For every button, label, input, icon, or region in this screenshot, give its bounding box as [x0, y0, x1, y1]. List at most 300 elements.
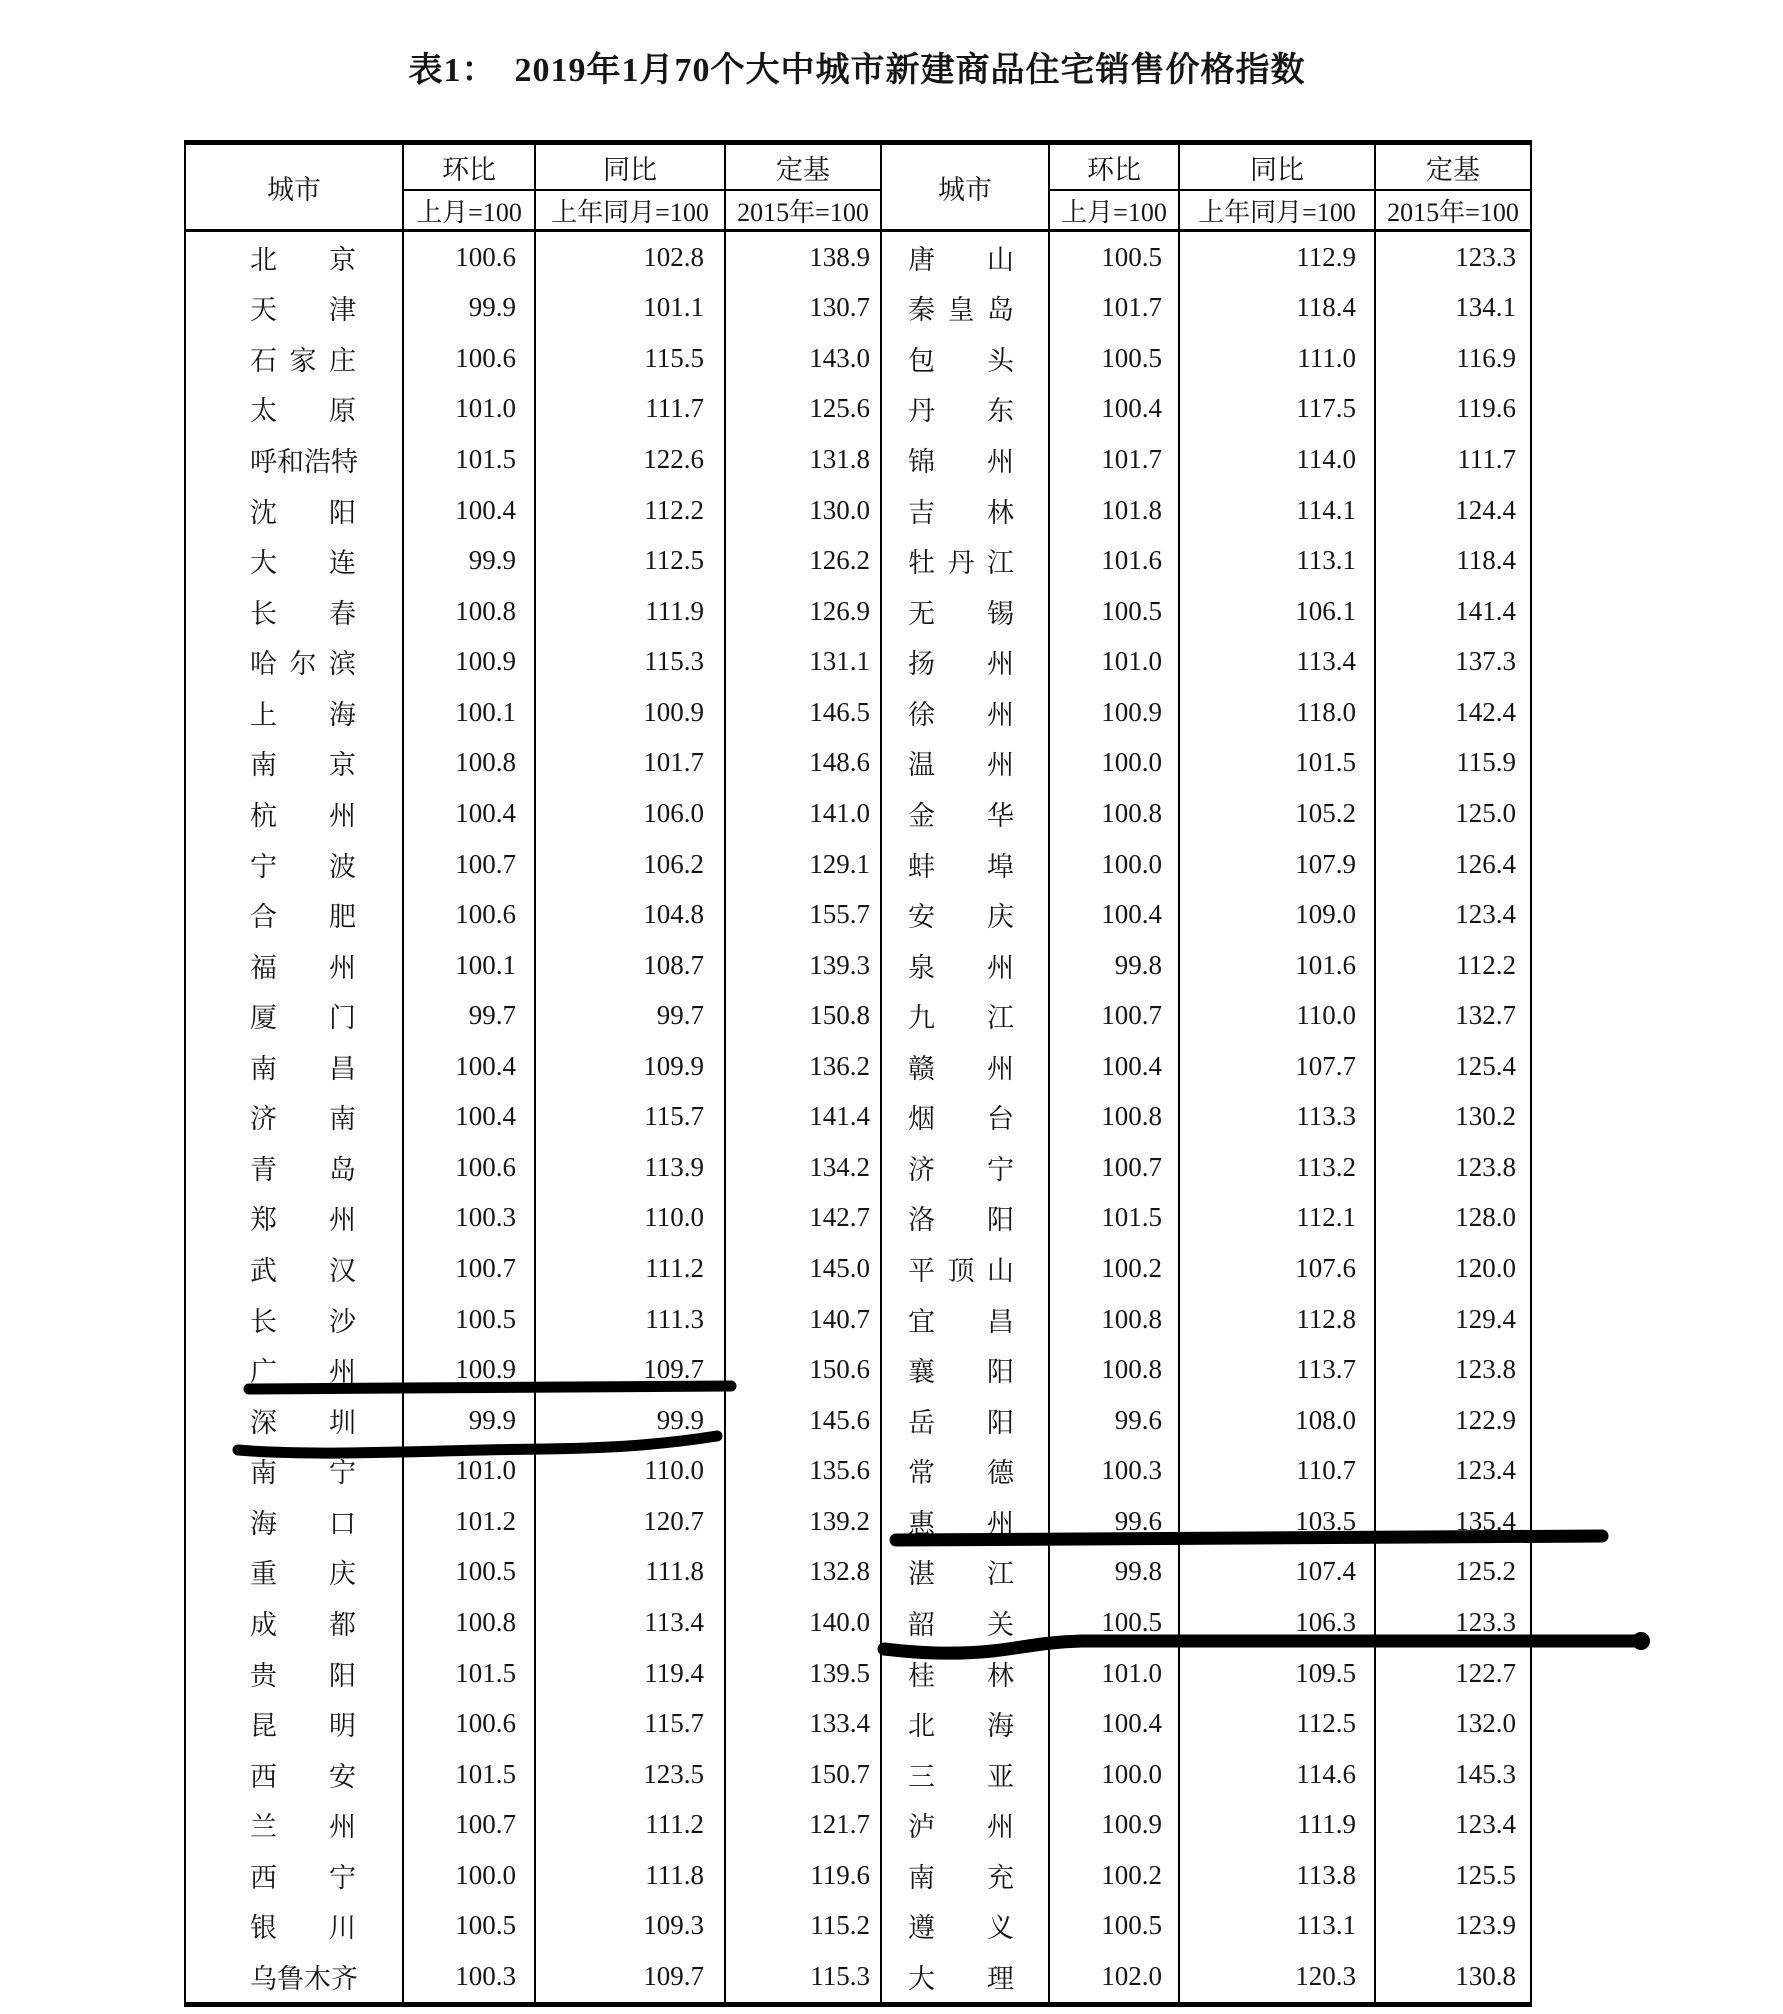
table-row: [185, 839, 1531, 890]
table-row: [185, 1092, 1531, 1143]
yoy-cell-right: 113.7: [1179, 1344, 1375, 1395]
city-name: [250, 1097, 356, 1136]
city-name: [250, 1350, 356, 1389]
fixed-cell-right: 125.4: [1375, 1041, 1531, 1092]
header-mom-base-right: 上月=100: [1049, 190, 1179, 231]
city-cell-left: [185, 1446, 403, 1497]
table-body: [185, 231, 1531, 2005]
city-name-char: 惠: [908, 1508, 935, 1539]
table-row: [185, 1901, 1531, 1952]
city-name-char: 庆: [987, 902, 1014, 933]
fixed-cell-left: 121.7: [725, 1799, 881, 1850]
mom-cell-right: 100.5: [1049, 586, 1179, 637]
header-fixed-right: 定基: [1375, 143, 1531, 191]
mom-cell-right: 100.5: [1049, 231, 1179, 283]
city-name: [250, 743, 356, 782]
city-name: [250, 1249, 356, 1288]
city-name-char: 厦: [250, 1003, 277, 1034]
fixed-cell-left: 150.6: [725, 1344, 881, 1395]
city-name-char: 都: [329, 1609, 356, 1640]
city-name-char: 宁: [250, 851, 277, 882]
city-name: [250, 1401, 356, 1440]
city-name-char: 关: [987, 1609, 1014, 1640]
fixed-cell-left: 133.4: [725, 1698, 881, 1749]
city-name: [908, 1856, 1014, 1895]
city-name: [250, 1856, 356, 1895]
city-name-char: 和: [277, 447, 304, 478]
city-name-char: 吉: [908, 497, 935, 528]
city-name-char: 锡: [987, 598, 1014, 629]
mom-cell-left: 100.4: [403, 1092, 535, 1143]
fixed-cell-left: 126.9: [725, 586, 881, 637]
mom-cell-left: 100.9: [403, 637, 535, 688]
city-name: [908, 743, 1014, 782]
header-fixed-left: 定基: [725, 143, 881, 191]
city-name: [250, 1906, 356, 1945]
yoy-cell-right: 106.1: [1179, 586, 1375, 637]
city-name-char: 春: [329, 598, 356, 629]
city-cell-right: [881, 1496, 1049, 1547]
city-cell-left: [185, 1294, 403, 1345]
fixed-cell-right: 142.4: [1375, 687, 1531, 738]
city-name-char: 岛: [987, 295, 1014, 326]
fixed-cell-left: 143.0: [725, 333, 881, 384]
yoy-cell-right: 105.2: [1179, 788, 1375, 839]
city-name: [908, 1047, 1014, 1086]
mom-cell-left: 100.5: [403, 1901, 535, 1952]
city-name-char: 石: [250, 345, 277, 376]
city-name-char: 阳: [987, 1357, 1014, 1388]
city-name-char: 浩: [304, 447, 331, 478]
city-name-char: 门: [329, 1003, 356, 1034]
mom-cell-right: 100.0: [1049, 839, 1179, 890]
city-name: [250, 1047, 356, 1086]
mom-cell-left: 100.6: [403, 889, 535, 940]
fixed-cell-left: 139.2: [725, 1496, 881, 1547]
city-name-char: 州: [987, 1812, 1014, 1843]
mom-cell-right: 100.5: [1049, 333, 1179, 384]
mom-cell-left: 100.6: [403, 333, 535, 384]
fixed-cell-right: 122.7: [1375, 1648, 1531, 1699]
fixed-cell-right: 123.4: [1375, 1799, 1531, 1850]
mom-cell-right: 101.0: [1049, 1648, 1179, 1699]
mom-cell-right: 100.5: [1049, 1597, 1179, 1648]
mom-cell-right: 100.3: [1049, 1446, 1179, 1497]
yoy-cell-left: 122.6: [535, 434, 725, 485]
fixed-cell-right: 123.4: [1375, 1446, 1531, 1497]
mom-cell-left: 99.9: [403, 283, 535, 334]
table-row: [185, 333, 1531, 384]
city-name-char: 皇: [947, 295, 975, 326]
table-row: [185, 1951, 1531, 2004]
city-cell-right: [881, 990, 1049, 1041]
fixed-cell-right: 137.3: [1375, 637, 1531, 688]
city-name-char: 州: [329, 952, 356, 983]
yoy-cell-left: 112.5: [535, 535, 725, 586]
city-name-char: 赣: [908, 1053, 935, 1084]
city-name: [908, 1097, 1014, 1136]
fixed-cell-left: 139.3: [725, 940, 881, 991]
city-name: [908, 1148, 1014, 1187]
city-name-char: 肥: [329, 902, 356, 933]
city-name-char: 天: [250, 295, 277, 326]
city-name: [908, 1350, 1014, 1389]
yoy-cell-right: 112.8: [1179, 1294, 1375, 1345]
city-name-char: 南: [250, 1053, 277, 1084]
mom-cell-right: 100.5: [1049, 1901, 1179, 1952]
city-name-char: 宁: [329, 1458, 356, 1489]
city-cell-right: [881, 1597, 1049, 1648]
city-name-char: 尔: [289, 649, 317, 680]
header-city-right: 城市: [881, 143, 1049, 231]
mom-cell-left: 99.9: [403, 535, 535, 586]
city-name-char: 秦: [908, 295, 935, 326]
fixed-cell-right: 125.0: [1375, 788, 1531, 839]
city-name: [250, 238, 356, 277]
city-name-char: 家: [289, 345, 317, 376]
city-name-char: 福: [250, 952, 277, 983]
city-name: [250, 339, 356, 378]
mom-cell-right: 99.6: [1049, 1496, 1179, 1547]
city-cell-right: [881, 535, 1049, 586]
mom-cell-left: 100.3: [403, 1951, 535, 2004]
yoy-cell-left: 106.2: [535, 839, 725, 890]
city-name-char: 州: [987, 699, 1014, 730]
city-name-char: 乌: [250, 1963, 277, 1994]
yoy-cell-left: 111.7: [535, 384, 725, 435]
table-row: [185, 1597, 1531, 1648]
city-name: [250, 1603, 356, 1642]
table-row: [185, 535, 1531, 586]
fixed-cell-left: 150.8: [725, 990, 881, 1041]
city-name-char: 大: [250, 548, 277, 579]
mom-cell-right: 99.8: [1049, 1547, 1179, 1598]
mom-cell-right: 101.5: [1049, 1193, 1179, 1244]
mom-cell-left: 100.0: [403, 1850, 535, 1901]
city-name-char: 泸: [908, 1812, 935, 1843]
city-cell-right: [881, 940, 1049, 991]
city-cell-right: [881, 839, 1049, 890]
yoy-cell-left: 120.7: [535, 1496, 725, 1547]
table-row: [185, 1446, 1531, 1497]
fixed-cell-right: 123.9: [1375, 1901, 1531, 1952]
city-name-char: 州: [329, 1357, 356, 1388]
mom-cell-right: 99.8: [1049, 940, 1179, 991]
table-row: [185, 687, 1531, 738]
city-name-char: 南: [250, 750, 277, 781]
yoy-cell-left: 110.0: [535, 1193, 725, 1244]
mom-cell-right: 100.9: [1049, 1799, 1179, 1850]
city-name: [250, 1451, 356, 1490]
fixed-cell-right: 125.2: [1375, 1547, 1531, 1598]
city-name-char: 山: [987, 244, 1014, 275]
fixed-cell-right: 123.8: [1375, 1344, 1531, 1395]
city-name-char: 州: [329, 1205, 356, 1236]
mom-cell-right: 100.0: [1049, 738, 1179, 789]
fixed-cell-right: 135.4: [1375, 1496, 1531, 1547]
city-cell-right: [881, 231, 1049, 283]
mom-cell-left: 101.5: [403, 1749, 535, 1800]
city-name-char: 兰: [250, 1812, 277, 1843]
city-name-char: 上: [250, 699, 277, 730]
yoy-cell-left: 109.3: [535, 1901, 725, 1952]
city-cell-right: [881, 1193, 1049, 1244]
mom-cell-left: 100.1: [403, 687, 535, 738]
header-fixed-base-right: 2015年=100: [1375, 190, 1531, 231]
city-name-char: 沙: [329, 1306, 356, 1337]
city-name-char: 海: [250, 1508, 277, 1539]
city-cell-left: [185, 384, 403, 435]
city-name: [250, 693, 356, 732]
header-yoy-left: 同比: [535, 143, 725, 191]
city-name-char: 宁: [987, 1154, 1014, 1185]
city-name: [250, 845, 356, 884]
city-name: [908, 491, 1014, 530]
city-cell-right: [881, 586, 1049, 637]
city-name-char: 深: [250, 1407, 277, 1438]
city-name: [908, 238, 1014, 277]
city-name-char: 口: [329, 1508, 356, 1539]
city-name-char: 西: [250, 1761, 277, 1792]
fixed-cell-left: 142.7: [725, 1193, 881, 1244]
table-row: [185, 1142, 1531, 1193]
yoy-cell-left: 101.7: [535, 738, 725, 789]
city-name: [908, 339, 1014, 378]
city-name: [908, 592, 1014, 631]
yoy-cell-right: 112.1: [1179, 1193, 1375, 1244]
city-name: [908, 1198, 1014, 1237]
mom-cell-right: 101.7: [1049, 283, 1179, 334]
city-cell-right: [881, 384, 1049, 435]
city-name-char: 波: [329, 851, 356, 882]
city-name-char: 哈: [250, 649, 277, 680]
mom-cell-right: 100.7: [1049, 990, 1179, 1041]
city-name-char: 州: [987, 1508, 1014, 1539]
fixed-cell-right: 115.9: [1375, 738, 1531, 789]
fixed-cell-left: 138.9: [725, 231, 881, 283]
city-name-char: 理: [987, 1963, 1014, 1994]
yoy-cell-right: 110.0: [1179, 990, 1375, 1041]
mom-cell-right: 100.8: [1049, 788, 1179, 839]
city-name: [908, 946, 1014, 985]
city-name-char: 烟: [908, 1104, 935, 1135]
yoy-cell-right: 113.8: [1179, 1850, 1375, 1901]
city-cell-left: [185, 788, 403, 839]
mom-cell-right: 101.7: [1049, 434, 1179, 485]
yoy-cell-right: 114.0: [1179, 434, 1375, 485]
city-name-char: 木: [304, 1963, 331, 1994]
city-name: [908, 845, 1014, 884]
mom-cell-left: 100.6: [403, 1142, 535, 1193]
city-cell-right: [881, 434, 1049, 485]
city-name: [908, 895, 1014, 934]
city-name: [250, 541, 356, 580]
table-row: [185, 384, 1531, 435]
mom-cell-left: 100.8: [403, 1597, 535, 1648]
yoy-cell-left: 113.4: [535, 1597, 725, 1648]
city-name-char: 南: [908, 1862, 935, 1893]
city-name-char: 州: [329, 1812, 356, 1843]
city-name-char: 阳: [329, 497, 356, 528]
mom-cell-right: 101.8: [1049, 485, 1179, 536]
header-yoy-base-right: 上年同月=100: [1179, 190, 1375, 231]
table-row: [185, 1496, 1531, 1547]
city-name-char: 郑: [250, 1205, 277, 1236]
city-name-char: 阳: [987, 1205, 1014, 1236]
city-cell-left: [185, 637, 403, 688]
mom-cell-right: 100.9: [1049, 687, 1179, 738]
city-name-char: 韶: [908, 1609, 935, 1640]
city-cell-right: [881, 1041, 1049, 1092]
city-name: [908, 1552, 1014, 1591]
mom-cell-left: 100.5: [403, 1547, 535, 1598]
fixed-cell-right: 129.4: [1375, 1294, 1531, 1345]
yoy-cell-right: 110.7: [1179, 1446, 1375, 1497]
city-name-char: 州: [329, 800, 356, 831]
city-name-char: 京: [329, 244, 356, 275]
fixed-cell-right: 119.6: [1375, 384, 1531, 435]
city-name: [250, 895, 356, 934]
city-cell-left: [185, 1193, 403, 1244]
table-row: [185, 1294, 1531, 1345]
city-cell-right: [881, 1951, 1049, 2004]
fixed-cell-left: 135.6: [725, 1446, 881, 1497]
city-cell-left: [185, 738, 403, 789]
city-cell-left: [185, 1901, 403, 1952]
mom-cell-left: 101.5: [403, 434, 535, 485]
fixed-cell-left: 145.0: [725, 1243, 881, 1294]
city-name-char: 徐: [908, 699, 935, 730]
fixed-cell-left: 125.6: [725, 384, 881, 435]
yoy-cell-left: 111.9: [535, 586, 725, 637]
mom-cell-right: 100.8: [1049, 1294, 1179, 1345]
fixed-cell-right: 123.4: [1375, 889, 1531, 940]
city-cell-left: [185, 1850, 403, 1901]
city-name-char: 岳: [908, 1407, 935, 1438]
city-name-char: 杭: [250, 800, 277, 831]
city-name: [250, 1300, 356, 1339]
city-name-char: 襄: [908, 1357, 935, 1388]
header-yoy-right: 同比: [1179, 143, 1375, 191]
city-name: [908, 1300, 1014, 1339]
mom-cell-left: 101.0: [403, 384, 535, 435]
city-name: [250, 1654, 356, 1693]
table-row: [185, 1749, 1531, 1800]
city-cell-left: [185, 687, 403, 738]
city-name-char: 江: [987, 548, 1014, 579]
city-name-char: 扬: [908, 649, 935, 680]
yoy-cell-right: 113.2: [1179, 1142, 1375, 1193]
fixed-cell-left: 130.7: [725, 283, 881, 334]
city-name-char: 昌: [987, 1306, 1014, 1337]
yoy-cell-right: 101.5: [1179, 738, 1375, 789]
table-row: [185, 1850, 1531, 1901]
city-name: [250, 1957, 356, 1996]
city-name-char: 京: [329, 750, 356, 781]
city-name-char: 成: [250, 1609, 277, 1640]
yoy-cell-right: 106.3: [1179, 1597, 1375, 1648]
city-cell-left: [185, 283, 403, 334]
city-name-char: 川: [329, 1913, 356, 1944]
city-name-char: 安: [908, 902, 935, 933]
city-name-char: 庆: [329, 1559, 356, 1590]
city-cell-right: [881, 1799, 1049, 1850]
mom-cell-right: 100.8: [1049, 1092, 1179, 1143]
city-name: [908, 1805, 1014, 1844]
fixed-cell-right: 132.0: [1375, 1698, 1531, 1749]
fixed-cell-left: 132.8: [725, 1547, 881, 1598]
city-name-char: 长: [250, 598, 277, 629]
table-row: [185, 485, 1531, 536]
yoy-cell-left: 115.7: [535, 1092, 725, 1143]
city-name: [908, 1654, 1014, 1693]
city-cell-right: [881, 788, 1049, 839]
city-name-char: 武: [250, 1256, 277, 1287]
mom-cell-left: 100.8: [403, 738, 535, 789]
yoy-cell-right: 107.6: [1179, 1243, 1375, 1294]
fixed-cell-left: 126.2: [725, 535, 881, 586]
city-name: [908, 996, 1014, 1035]
city-cell-right: [881, 1850, 1049, 1901]
city-name: [908, 794, 1014, 833]
city-cell-right: [881, 1446, 1049, 1497]
fixed-cell-right: 120.0: [1375, 1243, 1531, 1294]
city-name-char: 鲁: [277, 1963, 304, 1994]
table-row: [185, 1193, 1531, 1244]
city-name: [250, 288, 356, 327]
mom-cell-right: 100.4: [1049, 384, 1179, 435]
fixed-cell-right: 112.2: [1375, 940, 1531, 991]
city-cell-right: [881, 1395, 1049, 1446]
city-name: [908, 1603, 1014, 1642]
city-name: [908, 1704, 1014, 1743]
mom-cell-right: 100.4: [1049, 889, 1179, 940]
city-name-char: 沈: [250, 497, 277, 528]
yoy-cell-right: 117.5: [1179, 384, 1375, 435]
city-name-char: 唐: [908, 244, 935, 275]
city-cell-left: [185, 231, 403, 283]
fixed-cell-right: 124.4: [1375, 485, 1531, 536]
fixed-cell-left: 115.2: [725, 1901, 881, 1952]
city-name-char: 州: [987, 649, 1014, 680]
fixed-cell-left: 146.5: [725, 687, 881, 738]
fixed-cell-left: 136.2: [725, 1041, 881, 1092]
table-row: [185, 1344, 1531, 1395]
city-name-char: 昌: [329, 1053, 356, 1084]
city-name: [908, 1451, 1014, 1490]
city-cell-right: [881, 1698, 1049, 1749]
city-name-char: 台: [987, 1104, 1014, 1135]
mom-cell-left: 99.9: [403, 1395, 535, 1446]
city-cell-left: [185, 889, 403, 940]
mom-cell-left: 100.3: [403, 1193, 535, 1244]
fixed-cell-right: 111.7: [1375, 434, 1531, 485]
city-cell-left: [185, 1698, 403, 1749]
fixed-cell-left: 145.6: [725, 1395, 881, 1446]
mom-cell-right: 100.7: [1049, 1142, 1179, 1193]
city-name-char: 充: [987, 1862, 1014, 1893]
fixed-cell-right: 126.4: [1375, 839, 1531, 890]
mom-cell-right: 100.4: [1049, 1041, 1179, 1092]
yoy-cell-right: 114.1: [1179, 485, 1375, 536]
header-mom-left: 环比: [403, 143, 535, 191]
city-name: [908, 541, 1014, 580]
city-name-char: 东: [987, 396, 1014, 427]
city-name-char: 南: [329, 1104, 356, 1135]
yoy-cell-right: 113.1: [1179, 1901, 1375, 1952]
city-name-char: 北: [908, 1711, 935, 1742]
city-name-char: 明: [329, 1711, 356, 1742]
